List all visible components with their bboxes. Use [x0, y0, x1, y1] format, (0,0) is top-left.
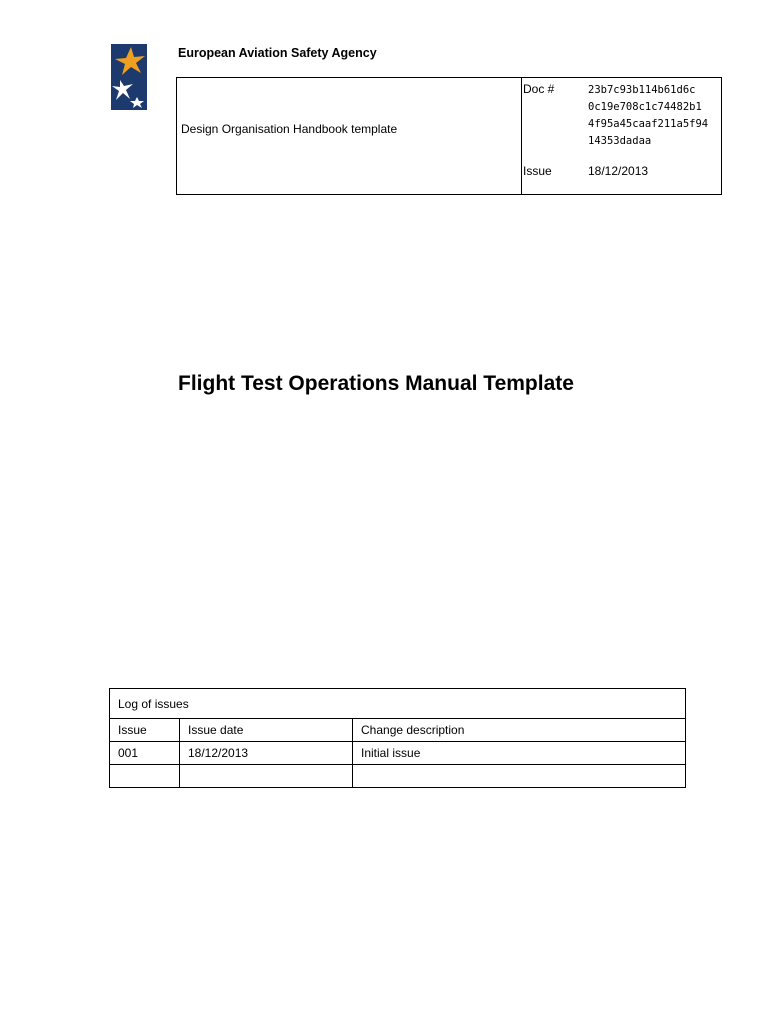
table-cell-issue: 001 [110, 742, 180, 765]
log-of-issues-table [109, 688, 686, 788]
doc-number-line: 23b7c93b114b61d6c [588, 84, 696, 96]
table-row [110, 765, 686, 788]
issue-label: Issue [523, 164, 552, 178]
page-title: Flight Test Operations Manual Template [178, 372, 574, 395]
doc-number-line: 0c19e708c1c74482b1 [588, 101, 702, 113]
table-caption: Log of issues [110, 689, 686, 719]
table-cell-change-description: Initial issue [353, 742, 686, 765]
doc-number-line: 14353dadaa [588, 135, 652, 147]
document-header-box [176, 77, 722, 195]
doc-number-label: Doc # [523, 82, 555, 96]
agency-name: European Aviation Safety Agency [178, 46, 377, 60]
table-cell-issue-date: 18/12/2013 [180, 742, 353, 765]
easa-star-logo-icon [111, 44, 147, 110]
table-row [110, 742, 686, 765]
column-header-issue: Issue [110, 719, 180, 742]
issue-date-value: 18/12/2013 [588, 164, 649, 178]
handbook-title: Design Organisation Handbook template [181, 122, 398, 136]
table-cell-issue [110, 765, 180, 788]
column-header-change-description: Change description [353, 719, 686, 742]
table-header-row [110, 719, 686, 742]
header-divider [521, 78, 522, 194]
easa-logo [111, 44, 147, 110]
doc-number-line: 4f95a45caaf211a5f94 [588, 118, 709, 130]
table-cell-issue-date [180, 765, 353, 788]
table-cell-change-description [353, 765, 686, 788]
doc-number-value [588, 82, 708, 150]
table-caption-row [110, 689, 686, 719]
column-header-issue-date: Issue date [180, 719, 353, 742]
